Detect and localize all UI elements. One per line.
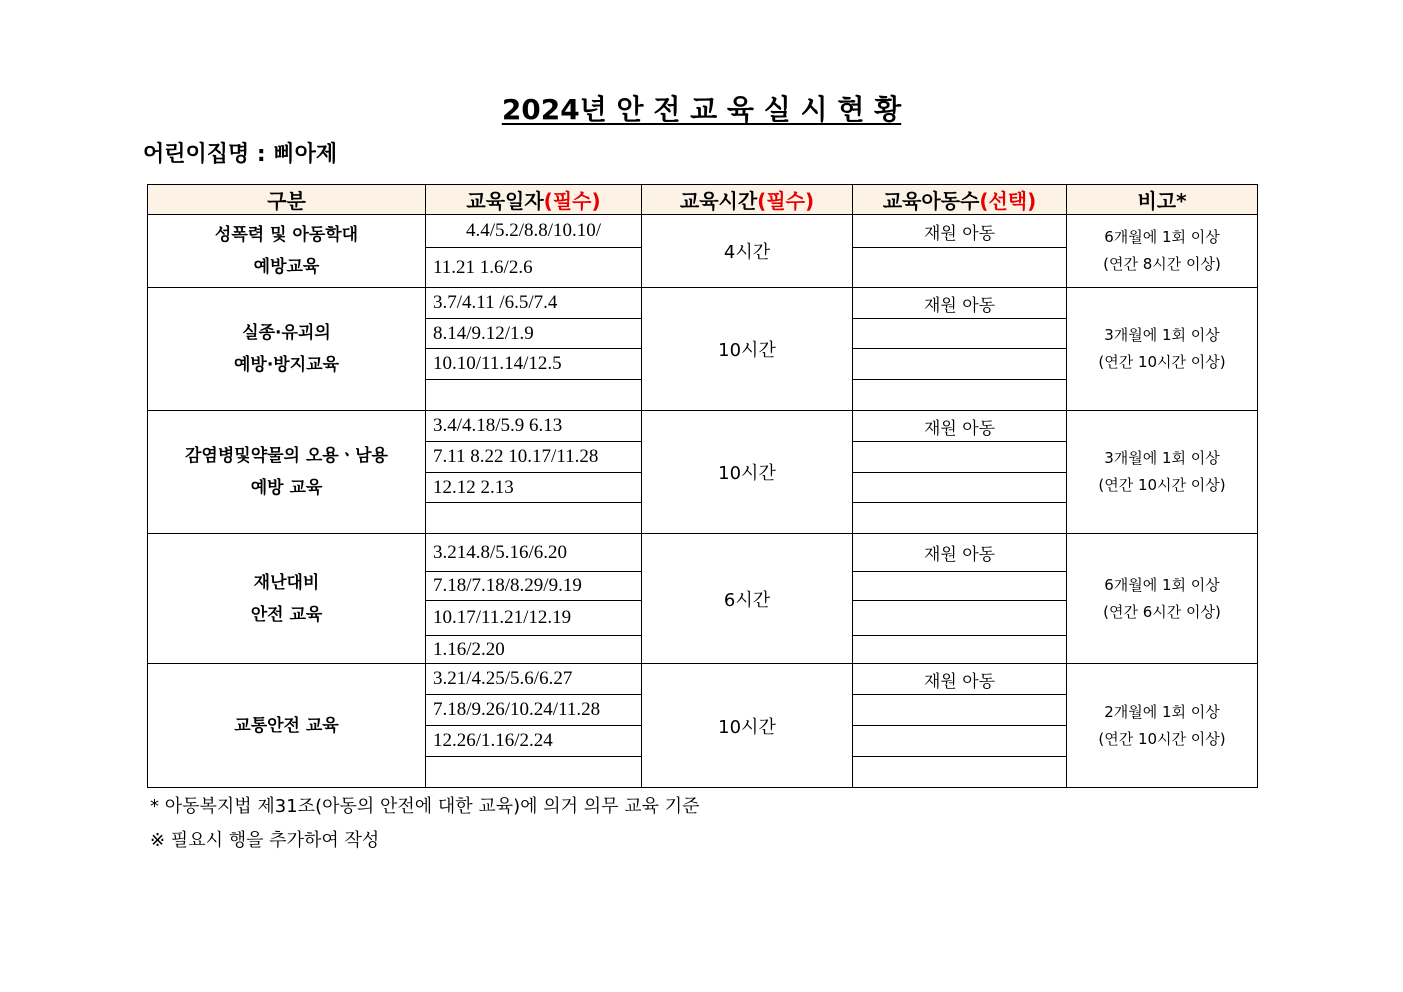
date-cell: 7.18/9.26/10.24/11.28 [426,695,642,726]
kids-cell [853,349,1067,380]
note-cell: 6개월에 1회 이상 (연간 8시간 이상) [1067,215,1258,288]
note-cell: 6개월에 1회 이상 (연간 6시간 이상) [1067,534,1258,664]
table-header-row [148,185,1258,215]
date-cell: 10.10/11.14/12.5 [426,349,642,380]
note-cell: 2개월에 1회 이상 (연간 10시간 이상) [1067,664,1258,788]
date-cell: 11.21 1.6/2.6 [426,248,642,288]
date-cell: 12.26/1.16/2.24 [426,726,642,757]
date-cell [426,757,642,788]
header-date: 교육일자(필수) [426,185,642,215]
date-cell [426,380,642,411]
date-cell: 7.11 8.22 10.17/11.28 [426,442,642,473]
footnote-law: * 아동복지법 제31조(아동의 안전에 대한 교육)에 의거 의무 교육 기준 [150,796,700,817]
kids-cell [853,695,1067,726]
kids-cell: 재원 아동 [853,664,1067,695]
kids-cell [853,757,1067,788]
date-cell: 10.17/11.21/12.19 [426,601,642,636]
kids-cell [853,248,1067,288]
time-cell: 10시간 [642,664,853,788]
category-cell: 성폭력 및 아동학대 예방교육 [148,215,426,288]
footnote-add-rows: ※ 필요시 행을 추가하여 작성 [150,830,380,851]
kids-cell: 재원 아동 [853,288,1067,319]
kids-cell: 재원 아동 [853,215,1067,248]
kids-cell: 재원 아동 [853,411,1067,442]
table-row [148,411,1258,442]
category-cell: 교통안전 교육 [148,664,426,788]
date-cell: 7.18/7.18/8.29/9.19 [426,572,642,601]
note-cell: 3개월에 1회 이상 (연간 10시간 이상) [1067,288,1258,411]
time-cell: 4시간 [642,215,853,288]
optional-mark: (선택) [979,189,1037,213]
date-cell: 3.214.8/5.16/6.20 [426,534,642,572]
kids-cell [853,380,1067,411]
kids-cell [853,726,1067,757]
date-cell: 8.14/9.12/1.9 [426,319,642,349]
kids-cell [853,572,1067,601]
table-row [148,534,1258,572]
kids-cell [853,601,1067,636]
header-category: 구분 [148,185,426,215]
table-row [148,215,1258,248]
date-cell: 1.16/2.20 [426,636,642,664]
time-cell: 10시간 [642,411,853,534]
education-table [147,184,1258,788]
note-cell: 3개월에 1회 이상 (연간 10시간 이상) [1067,411,1258,534]
category-cell: 재난대비 안전 교육 [148,534,426,664]
page-title: 2024년 안 전 교 육 실 시 현 황 [501,93,902,126]
required-mark: (필수) [757,189,815,213]
kids-cell [853,473,1067,503]
date-cell: 3.7/4.11 /6.5/7.4 [426,288,642,319]
header-time: 교육시간(필수) [642,185,853,215]
date-cell: 12.12 2.13 [426,473,642,503]
kids-cell [853,442,1067,473]
time-cell: 10시간 [642,288,853,411]
daycare-name: 어린이집명 : 삐아제 [143,142,338,167]
category-cell: 감염병및약물의 오용ㆍ남용 예방 교육 [148,411,426,534]
kids-cell [853,503,1067,534]
date-cell: 3.21/4.25/5.6/6.27 [426,664,642,695]
table-row [148,664,1258,695]
required-mark: (필수) [543,189,601,213]
date-cell: 3.4/4.18/5.9 6.13 [426,411,642,442]
kids-cell: 재원 아동 [853,534,1067,572]
date-cell: 4.4/5.2/8.8/10.10/ [426,215,642,248]
date-cell [426,503,642,534]
table-row [148,288,1258,319]
time-cell: 6시간 [642,534,853,664]
kids-cell [853,636,1067,664]
kids-cell [853,319,1067,349]
category-cell: 실종·유괴의 예방·방지교육 [148,288,426,411]
header-note: 비고* [1067,185,1258,215]
header-kids: 교육아동수(선택) [853,185,1067,215]
